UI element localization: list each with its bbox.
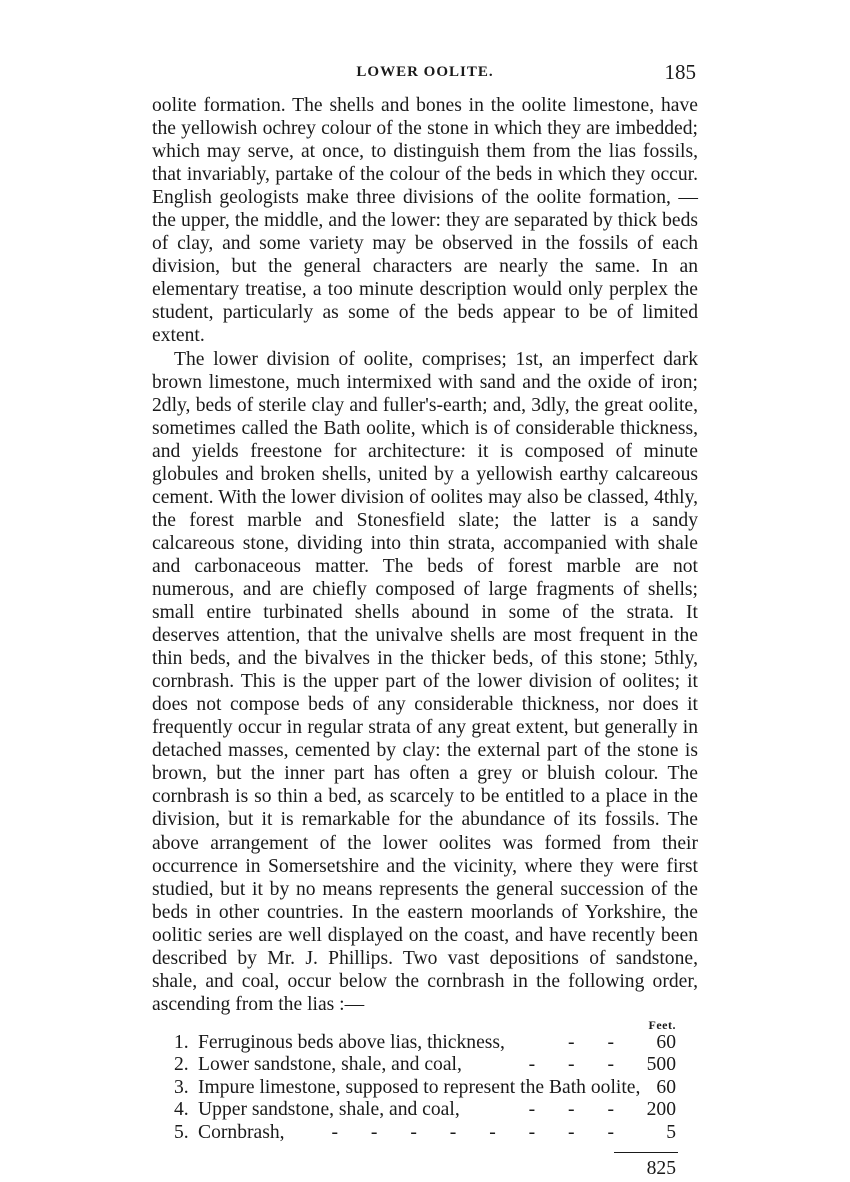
row-description: Ferruginous beds above lias, thickness,	[198, 1031, 505, 1053]
unit-label: Feet.	[648, 1017, 676, 1032]
total-value: 825	[646, 1158, 676, 1180]
table-row	[152, 1054, 698, 1077]
page-number: 185	[664, 60, 696, 84]
row-leader: - -	[568, 1031, 628, 1053]
row-leader: - - - - - - - -	[331, 1121, 628, 1143]
row-description: Upper sandstone, shale, and coal,	[198, 1099, 460, 1121]
row-number: 5.	[174, 1121, 189, 1143]
row-number: 4.	[174, 1099, 189, 1121]
paragraph-1: oolite formation. The shells and bones in the oolite limestone, have the yellowish ochrey colour of the stone in which they are imbedded; which may serve, at once, to distinguish them from the lias fossils, that invariably, partake of the colour of the beds in which they occur. English geologists make three divisions of the oolite formation, —the upper, the middle, and the lower: they are separated by thick beds of clay, and some variety may be observed in the fossils of each division, but the general characters are nearly the same. In an elementary treatise, a too minute description would only perplex the student, particularly as some of the beds appear to be of limited extent.	[152, 95, 698, 347]
row-description: Lower sandstone, shale, and coal,	[198, 1054, 462, 1076]
row-value: 500	[646, 1054, 676, 1076]
row-leader: - - -	[528, 1054, 628, 1076]
paragraph-2: The lower division of oolite, comprises; 1st, an imperfect dark brown limestone, much intermixed with sand and the oxide of iron; 2dly, beds of sterile clay and fuller's-earth; and, 3dly, the great oolite, sometimes called the Bath oolite, which is of considerable thickness, and yields freestone for architecture: it is composed of minute globules and broken shells, united by a yellowish earthy calcareous cement. With the lower division of oolites may also be classed, 4thly, the forest marble and Stonesfield slate; the latter is a sandy calcareous stone, dividing into thin strata, accompanied with shale and carbonaceous matter. The beds of forest marble are not numerous, and are chiefly composed of large fragments of shells; small entire turbinated shells abound in some of the strata. It deserves attention, that the univalve shells are most frequent in the thin beds, and the bivalves in the thicker beds, of this stone; 5thly, cornbrash. This is the upper part of the lower division of oolites; it does not compose beds of any considerable thickness, nor does it frequently occur in regular strata of any great extent, but generally in detached masses, cemented by clay: the external part of the stone is brown, but the inner part has often a grey or bluish colour. The cornbrash is so thin a bed, as scarcely to be entitled to a place in the division, but it is remarkable for the abundance of its fossils. The above arrangement of the lower oolites was formed from their occurrence in Somersetshire and the vicinity, where they were first studied, but it by no means represents the general succession of the beds in other countries. In the eastern moorlands of Yorkshire, the oolitic series are well displayed on the coast, and have recently been described by Mr. J. Phillips. Two vast depositions of sandstone, shale, and coal, occur below the cornbrash in the following order, ascending from the lias :—	[152, 348, 698, 1015]
table-row	[152, 1099, 698, 1122]
row-value: 60	[656, 1031, 676, 1053]
row-description: Cornbrash,	[198, 1121, 285, 1143]
row-number: 1.	[174, 1031, 189, 1053]
total-row	[152, 1158, 698, 1182]
strata-table	[152, 1018, 698, 1182]
book-page	[152, 60, 698, 1182]
row-value: 200	[646, 1099, 676, 1121]
table-row	[152, 1032, 698, 1055]
row-description: Impure limestone, supposed to represent the Bath oolite,	[198, 1076, 641, 1098]
row-leader: - - -	[528, 1099, 628, 1121]
running-head	[152, 60, 698, 90]
running-title: LOWER OOLITE.	[356, 64, 494, 80]
unit-row	[152, 1018, 698, 1032]
table-row	[152, 1077, 698, 1100]
row-number: 3.	[174, 1076, 189, 1098]
row-value: 60	[656, 1076, 676, 1098]
sum-rule	[152, 1144, 698, 1158]
row-number: 2.	[174, 1054, 189, 1076]
row-value: 5	[666, 1121, 676, 1143]
table-row	[152, 1122, 698, 1145]
